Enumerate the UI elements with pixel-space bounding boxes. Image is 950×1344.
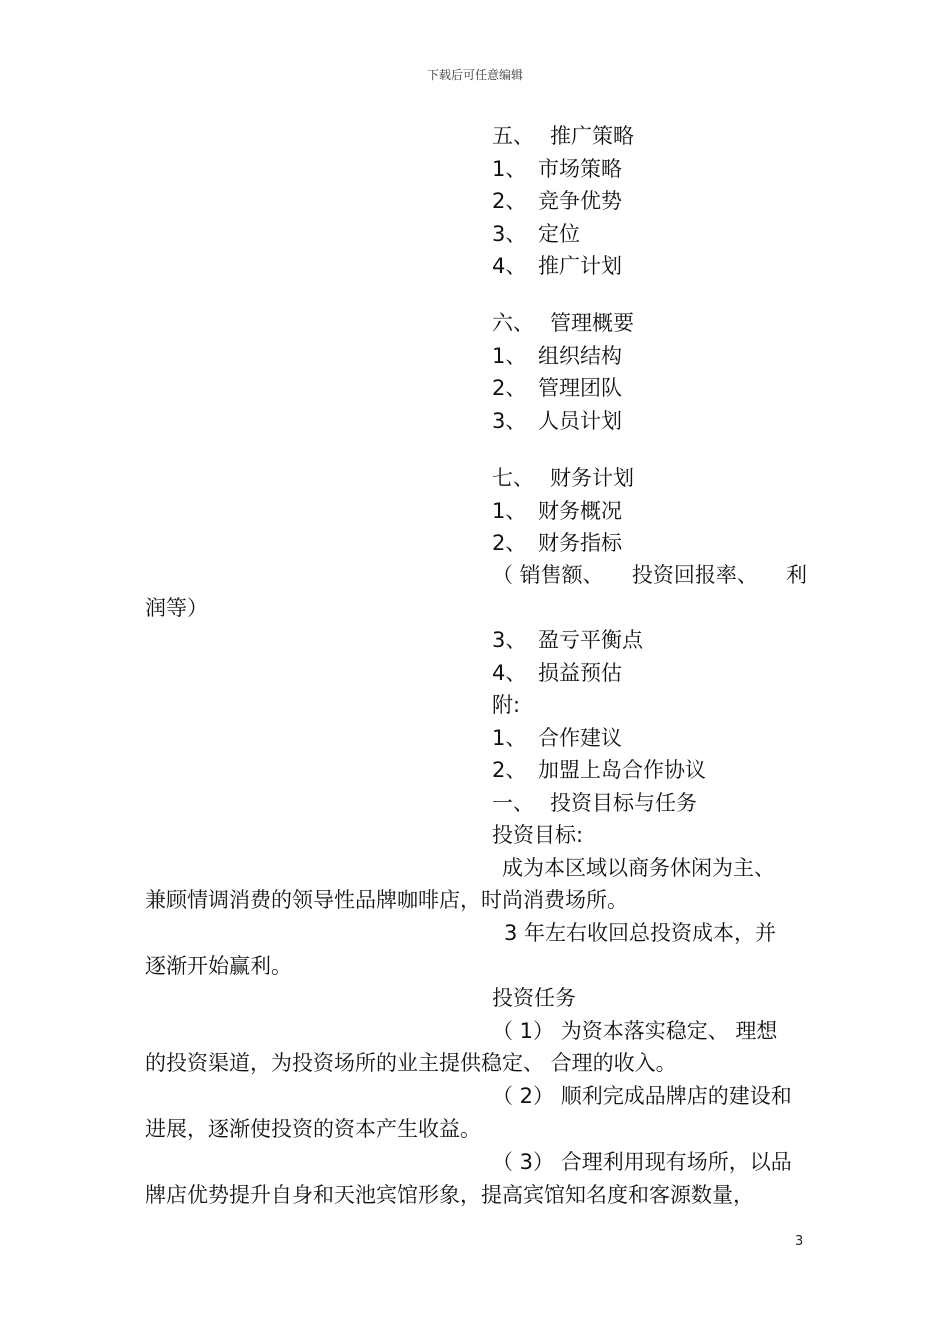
list-item <box>492 722 812 755</box>
item-text: 损益预估 <box>538 660 622 685</box>
subheading-task: 投资任务 <box>492 986 576 1010</box>
subheading-goal: 投资目标: <box>492 823 584 847</box>
list-item <box>492 153 812 186</box>
list-item <box>492 218 812 251</box>
item-text: 管理团队 <box>538 376 622 400</box>
note-part: 利 <box>786 563 807 587</box>
section-number: 七、 <box>492 466 534 490</box>
item-text: 合作建议 <box>538 725 622 750</box>
task-2-continued: 进展，逐渐使投资的资本产生收益。 <box>145 1117 481 1141</box>
task-3-start: （ 3） 合理利用现有场所，以品 <box>492 1150 792 1174</box>
item-number: 1、 <box>492 725 527 750</box>
financial-note-continued: 润等） <box>145 596 208 620</box>
goal-paragraph-2-continued: 逐渐开始赢利。 <box>145 954 292 978</box>
task-2-block <box>492 1080 812 1113</box>
list-item <box>492 657 812 690</box>
item-text: 组织结构 <box>538 343 622 368</box>
item-text: 人员计划 <box>538 408 622 433</box>
task-3-block <box>492 1146 812 1179</box>
list-item <box>492 250 812 283</box>
item-number: 2、 <box>492 758 527 782</box>
note-part: 投资回报率、 <box>631 563 758 587</box>
item-number: 3、 <box>492 221 527 246</box>
section-5 <box>492 120 812 283</box>
appendix-label: 附: <box>492 693 521 717</box>
item-text: 竞争优势 <box>538 189 622 213</box>
item-text: 加盟上岛合作协议 <box>538 758 706 782</box>
section-6 <box>492 307 812 437</box>
section-heading <box>492 787 812 820</box>
financial-note <box>492 559 807 592</box>
list-item <box>492 754 812 787</box>
item-number: 2、 <box>492 376 527 400</box>
item-number: 1、 <box>492 343 527 368</box>
section-title: 投资目标与任务 <box>550 790 697 815</box>
section-heading <box>492 120 812 153</box>
item-number: 2、 <box>492 189 527 213</box>
item-text: 财务概况 <box>538 498 622 523</box>
goal-paragraph-2-text: 3 年左右收回总投资成本，并 <box>504 921 777 945</box>
task-heading-block <box>492 982 812 1047</box>
section-title: 推广策略 <box>550 124 634 148</box>
page-number: 3 <box>795 1234 804 1249</box>
list-item <box>492 495 812 528</box>
item-number: 4、 <box>492 254 527 278</box>
goal-paragraph-1-start: 成为本区域以商务休闲为主、 <box>502 855 775 880</box>
item-number: 1、 <box>492 156 527 181</box>
item-number: 1、 <box>492 498 527 523</box>
section-heading <box>492 462 812 495</box>
task-3-continued: 牌店优势提升自身和天池宾馆形象，提高宾馆知名度和客源数量， <box>145 1183 754 1207</box>
list-item <box>492 527 812 560</box>
task-1-start: （ 1） 为资本落实稳定、 理想 <box>492 1018 778 1043</box>
item-text: 定位 <box>538 221 580 246</box>
item-number: 3、 <box>492 628 527 652</box>
note-part: （ 销售额、 <box>492 563 604 587</box>
task-2-start: （ 2） 顺利完成品牌店的建设和 <box>492 1084 792 1108</box>
item-number: 3、 <box>492 408 527 433</box>
goal-paragraph-2-start <box>492 917 814 950</box>
section-7 <box>492 462 812 560</box>
list-item <box>492 405 812 438</box>
list-item <box>492 340 812 373</box>
section-title: 财务计划 <box>550 466 634 490</box>
list-item <box>492 185 812 218</box>
section-7-continued <box>492 624 812 884</box>
section-number: 五、 <box>492 124 534 148</box>
task-1-continued: 的投资渠道，为投资场所的业主提供稳定、 合理的收入。 <box>145 1051 677 1075</box>
item-number: 2、 <box>492 531 527 555</box>
section-heading <box>492 307 812 340</box>
section-number: 六、 <box>492 311 534 335</box>
item-number: 4、 <box>492 660 527 685</box>
page-header: 下载后可任意编辑 <box>426 68 523 82</box>
list-item <box>492 372 812 405</box>
item-text: 盈亏平衡点 <box>538 628 643 652</box>
list-item <box>492 624 812 657</box>
section-title: 管理概要 <box>550 311 634 335</box>
item-text: 财务指标 <box>538 531 622 555</box>
item-text: 推广计划 <box>538 254 622 278</box>
goal-paragraph-1-continued: 兼顾情调消费的领导性品牌咖啡店，时尚消费场所。 <box>145 888 628 912</box>
item-text: 市场策略 <box>538 156 622 181</box>
section-number: 一、 <box>492 790 534 815</box>
